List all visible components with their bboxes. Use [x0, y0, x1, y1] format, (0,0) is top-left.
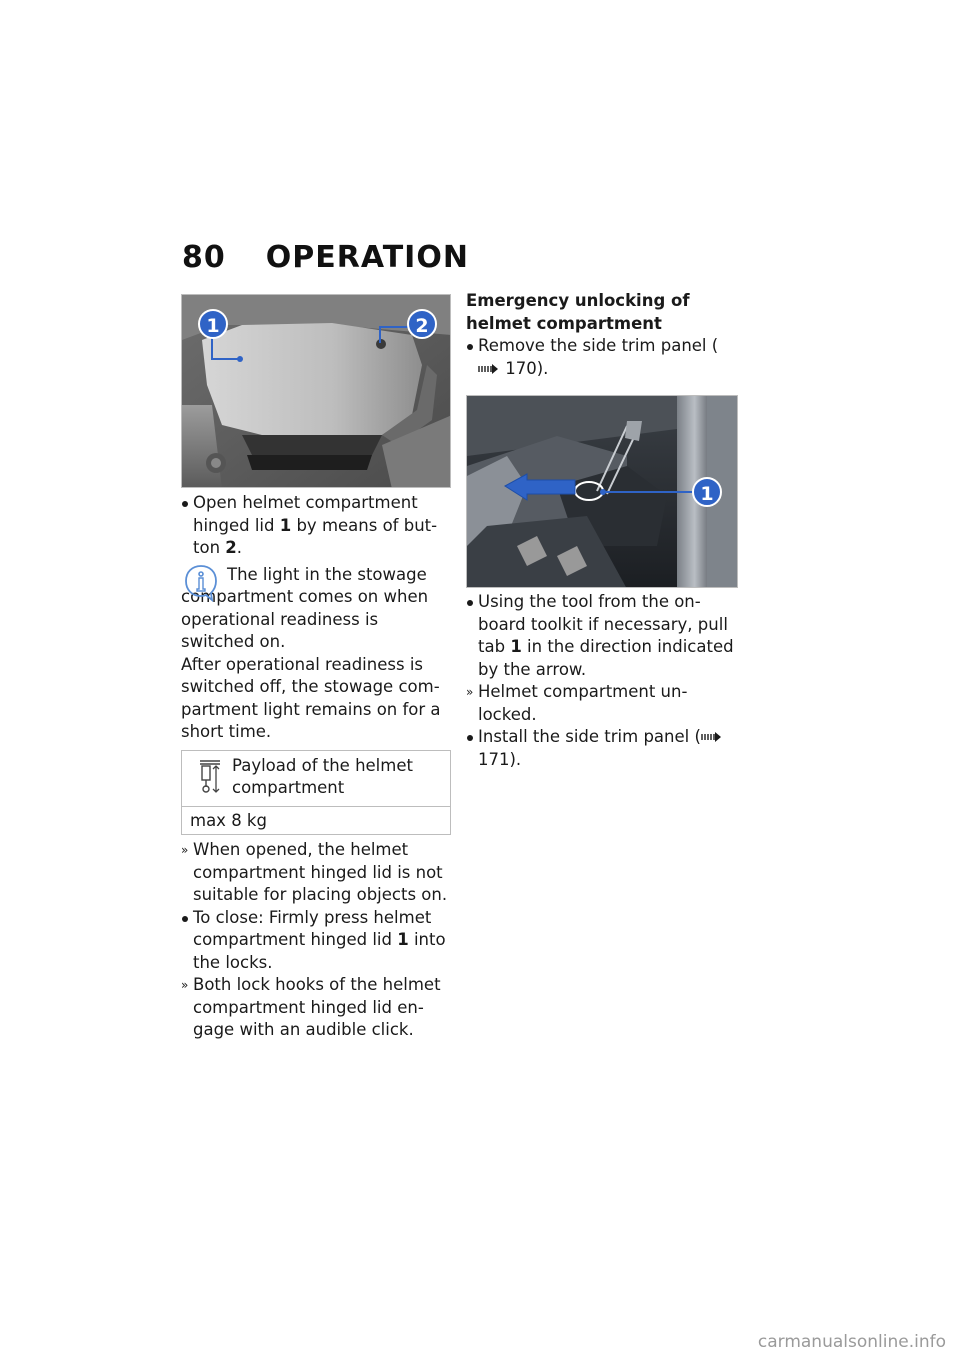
result-opened: » When opened, the helmet compartment hinged lid is not suitable for placing objects on.: [181, 840, 448, 904]
page-reference-arrow-icon: [478, 363, 500, 375]
section-title: OPERATION: [265, 240, 469, 275]
page-number: 80: [182, 240, 226, 275]
note-text-2: After operational readiness is switched off, the stowage compartment light remains on for a short time.: [181, 654, 441, 741]
weight-icon: [198, 757, 222, 795]
helmet-compartment-photo: [181, 294, 451, 488]
payload-box: [181, 750, 451, 836]
payload-header: [182, 751, 450, 807]
emergency-unlock-heading: Emergency unlocking of helmet compartment: [466, 291, 690, 333]
instruction-pull-tab: Using the tool from the on-board toolkit if necessary, pull tab 1 in the direction indicated by the arrow.: [478, 592, 734, 679]
instruction-close-lid: To close: Firmly press helmet compartment hinged lid 1 into the locks.: [193, 907, 446, 972]
result-marker: »: [181, 978, 189, 992]
callout-2: 2: [407, 309, 437, 339]
emergency-unlock-photo: [466, 395, 738, 588]
result-marker: »: [181, 843, 189, 857]
result-unlocked: » Helmet compartment unlocked.: [466, 682, 688, 724]
page-reference-arrow-icon: [701, 731, 723, 743]
page-reference[interactable]: 170: [505, 358, 537, 378]
page-reference[interactable]: 171: [478, 749, 510, 769]
result-locked: » Both lock hooks of the helmet compartment hinged lid engage with an audible click.: [181, 975, 441, 1039]
ref-1: 1: [397, 930, 409, 949]
watermark: carmanualsonline.info: [757, 1332, 946, 1352]
page-header: [182, 240, 469, 275]
instruction-remove-trim: Remove the side trim panel ( 170).: [478, 336, 719, 378]
right-column: [466, 290, 738, 771]
result-marker: »: [466, 685, 474, 699]
info-note: [181, 564, 451, 744]
left-column: [181, 294, 451, 1042]
payload-value: max 8 kg: [190, 810, 267, 830]
ref-1: 1: [510, 637, 522, 656]
instruction-open-lid: Open helmet compartment hinged lid 1 by means of button 2.: [193, 493, 438, 557]
ref-2: 2: [225, 538, 237, 557]
note-text: The light in the stowage compartment comes on when operational readiness is switched on.: [181, 564, 429, 651]
payload-label: Payload of the helmet compartment: [232, 755, 413, 797]
ref-1: 1: [279, 515, 292, 535]
info-icon: [184, 564, 218, 602]
callout-1: 1: [692, 477, 722, 507]
instruction-install-trim: Install the side trim panel ( 171).: [466, 726, 738, 771]
callout-1: 1: [198, 309, 228, 339]
